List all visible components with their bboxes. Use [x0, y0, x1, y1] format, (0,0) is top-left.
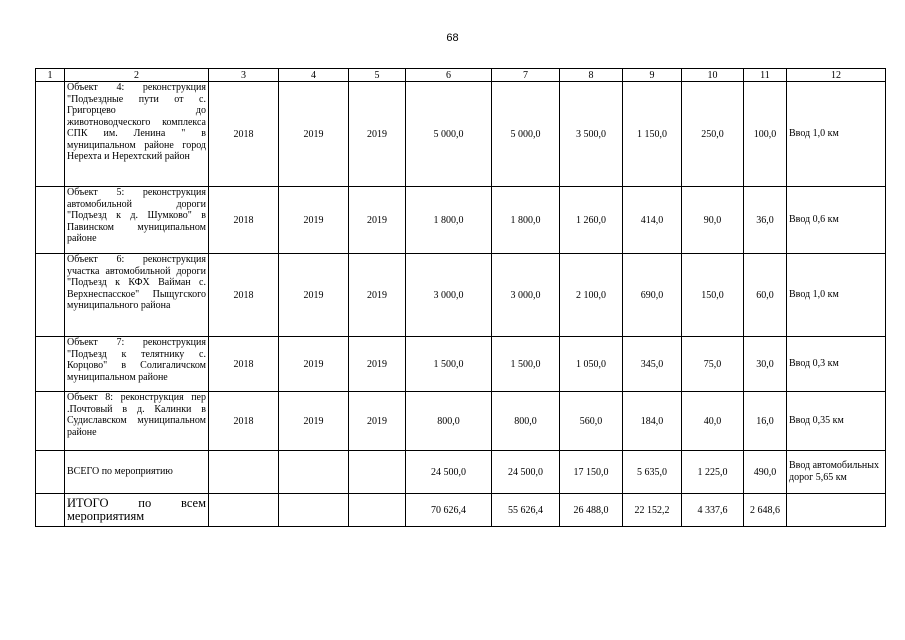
empty-cell — [209, 494, 279, 527]
column-number: 3 — [209, 69, 279, 82]
commission-year: 2019 — [349, 337, 406, 392]
table-row-object-8 — [36, 392, 886, 451]
total-value-col8: 17 150,0 — [560, 451, 623, 494]
value-col7: 5 000,0 — [492, 82, 560, 187]
value-col8: 1 050,0 — [560, 337, 623, 392]
value-col9: 690,0 — [623, 254, 682, 337]
total-value-col11: 490,0 — [744, 451, 787, 494]
commission-year: 2019 — [349, 254, 406, 337]
commission-year: 2019 — [349, 82, 406, 187]
row-number-cell — [36, 187, 65, 254]
column-number: 11 — [744, 69, 787, 82]
total-value-col10: 1 225,0 — [682, 451, 744, 494]
result-note: Ввод 0,35 км — [787, 392, 886, 451]
row-number-cell — [36, 82, 65, 187]
value-col8: 2 100,0 — [560, 254, 623, 337]
value-col10: 150,0 — [682, 254, 744, 337]
start-year: 2018 — [209, 337, 279, 392]
value-col10: 250,0 — [682, 82, 744, 187]
row-number-cell — [36, 254, 65, 337]
value-col7: 800,0 — [492, 392, 560, 451]
result-note: Ввод 1,0 км — [787, 82, 886, 187]
column-number: 10 — [682, 69, 744, 82]
value-col7: 1 800,0 — [492, 187, 560, 254]
grand-total-col6: 70 626,4 — [406, 494, 492, 527]
value-col7: 1 500,0 — [492, 337, 560, 392]
value-col6: 3 000,0 — [406, 254, 492, 337]
grand-total-label: ИТОГО по всем мероприятиям — [65, 494, 209, 527]
value-col11: 36,0 — [744, 187, 787, 254]
object-description: Объект 4: реконструкция "Подъездные пути от с. Григорцево до животноводческого комплекса СПК им. Ленина " в муниципальном районе город Нерехта и Нерехтский район — [65, 82, 209, 187]
object-description: Объект 6: реконструкция участка автомобильной дороги "Подъезд к КФХ Вайман с. Верхнеспасское" Пыщугского муниципального района — [65, 254, 209, 337]
table-row-object-6 — [36, 254, 886, 337]
value-col9: 1 150,0 — [623, 82, 682, 187]
total-value-col6: 24 500,0 — [406, 451, 492, 494]
grand-total-col11: 2 648,6 — [744, 494, 787, 527]
row-number-cell — [36, 337, 65, 392]
column-number: 6 — [406, 69, 492, 82]
value-col9: 184,0 — [623, 392, 682, 451]
value-col10: 90,0 — [682, 187, 744, 254]
column-number: 8 — [560, 69, 623, 82]
value-col10: 40,0 — [682, 392, 744, 451]
value-col11: 100,0 — [744, 82, 787, 187]
start-year: 2018 — [209, 392, 279, 451]
empty-cell — [279, 451, 349, 494]
empty-cell — [349, 451, 406, 494]
page-number: 68 — [446, 32, 459, 44]
end-year: 2019 — [279, 82, 349, 187]
end-year: 2019 — [279, 392, 349, 451]
value-col11: 30,0 — [744, 337, 787, 392]
object-description: Объект 5: реконструкция автомобильной дороги "Подъезд к д. Шумково" в Павинском муниципальном районе — [65, 187, 209, 254]
end-year: 2019 — [279, 187, 349, 254]
value-col10: 75,0 — [682, 337, 744, 392]
column-number: 1 — [36, 69, 65, 82]
value-col6: 5 000,0 — [406, 82, 492, 187]
object-description: Объект 8: реконструкция пер .Почтовый в д. Калинки в Судиславском муниципальном районе — [65, 392, 209, 451]
commission-year: 2019 — [349, 187, 406, 254]
value-col6: 1 500,0 — [406, 337, 492, 392]
value-col11: 60,0 — [744, 254, 787, 337]
value-col6: 1 800,0 — [406, 187, 492, 254]
table-row-object-7 — [36, 337, 886, 392]
value-col8: 560,0 — [560, 392, 623, 451]
value-col9: 414,0 — [623, 187, 682, 254]
start-year: 2018 — [209, 254, 279, 337]
column-number: 7 — [492, 69, 560, 82]
result-note: Ввод 0,6 км — [787, 187, 886, 254]
empty-cell — [349, 494, 406, 527]
grand-total-col9: 22 152,2 — [623, 494, 682, 527]
commission-year: 2019 — [349, 392, 406, 451]
program-table — [35, 68, 886, 527]
end-year: 2019 — [279, 337, 349, 392]
table-row-object-5 — [36, 187, 886, 254]
grand-total-col8: 26 488,0 — [560, 494, 623, 527]
start-year: 2018 — [209, 82, 279, 187]
total-event-row — [36, 451, 886, 494]
total-value-col9: 5 635,0 — [623, 451, 682, 494]
total-value-col7: 24 500,0 — [492, 451, 560, 494]
value-col8: 3 500,0 — [560, 82, 623, 187]
row-number-cell — [36, 494, 65, 527]
value-col11: 16,0 — [744, 392, 787, 451]
column-number-row — [36, 69, 886, 82]
grand-total-col12 — [787, 494, 886, 527]
value-col6: 800,0 — [406, 392, 492, 451]
column-number: 5 — [349, 69, 406, 82]
end-year: 2019 — [279, 254, 349, 337]
column-number: 2 — [65, 69, 209, 82]
grand-total-col10: 4 337,6 — [682, 494, 744, 527]
row-number-cell — [36, 451, 65, 494]
grand-total-col7: 55 626,4 — [492, 494, 560, 527]
value-col7: 3 000,0 — [492, 254, 560, 337]
table-row-object-4 — [36, 82, 886, 187]
empty-cell — [279, 494, 349, 527]
empty-cell — [209, 451, 279, 494]
column-number: 9 — [623, 69, 682, 82]
total-result-note: Ввод автомобильных дорог 5,65 км — [787, 451, 886, 494]
value-col8: 1 260,0 — [560, 187, 623, 254]
value-col9: 345,0 — [623, 337, 682, 392]
grand-total-row — [36, 494, 886, 527]
result-note: Ввод 1,0 км — [787, 254, 886, 337]
object-description: Объект 7: реконструкция "Подъезд к телятнику с. Корцово" в Солигаличском муниципальном районе — [65, 337, 209, 392]
start-year: 2018 — [209, 187, 279, 254]
row-number-cell — [36, 392, 65, 451]
total-event-label: ВСЕГО по мероприятию — [65, 451, 209, 494]
result-note: Ввод 0,3 км — [787, 337, 886, 392]
column-number: 12 — [787, 69, 886, 82]
column-number: 4 — [279, 69, 349, 82]
